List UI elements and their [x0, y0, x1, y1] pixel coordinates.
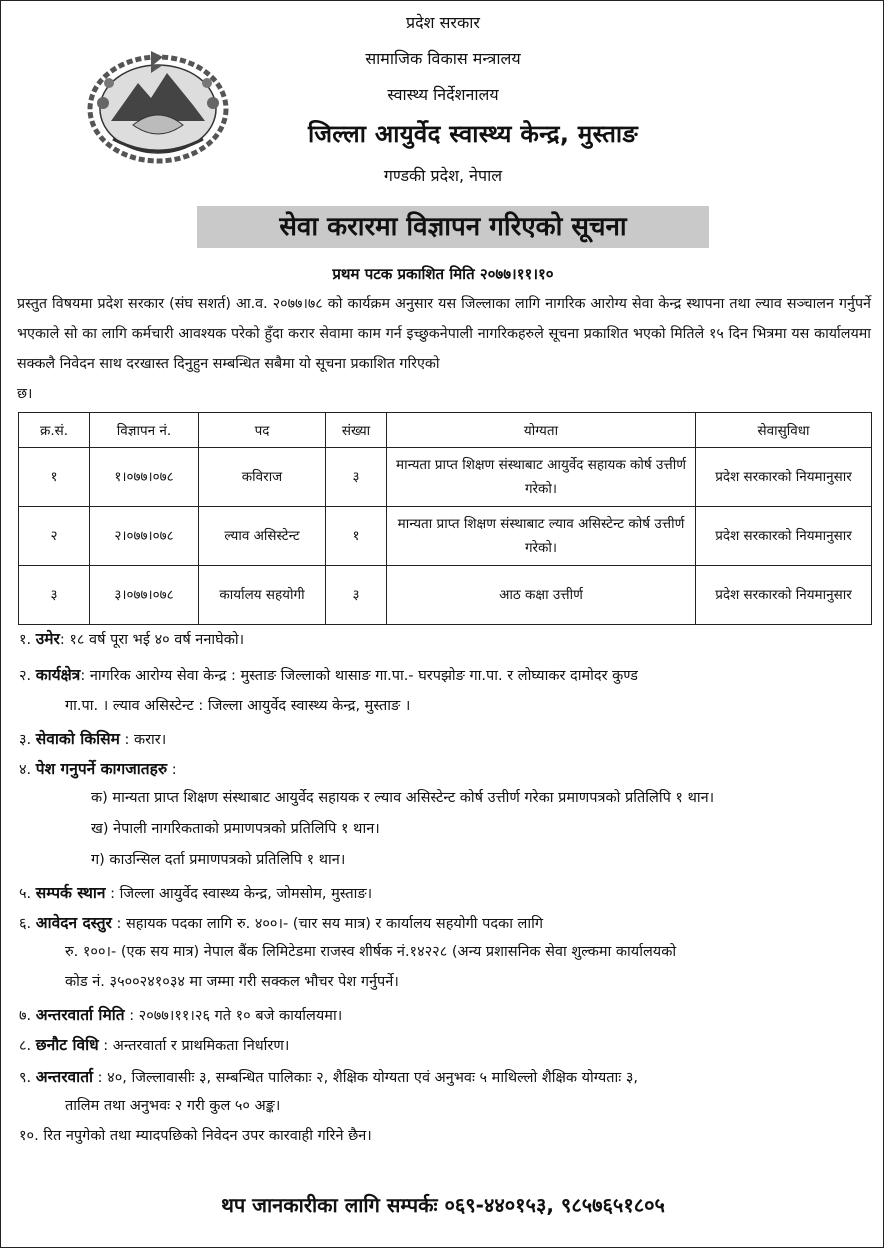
vacancy-table [18, 412, 872, 625]
header-directorate: स्वास्थ्य निर्देशनालय [387, 85, 499, 104]
item-label: छनौट विधि [35, 1036, 99, 1054]
header-office: जिल्ला आयुर्वेद स्वास्थ्य केन्द्र, मुस्ताङ [307, 120, 638, 148]
item-label: उमेर [35, 630, 60, 648]
cell-count: १ [326, 507, 387, 566]
item-label: सम्पर्क स्थान [35, 884, 106, 902]
cell-qualification: मान्यता प्राप्त शिक्षण संस्थाबाट आयुर्वेद सहायक कोर्ष उत्तीर्ण गरेको। [387, 448, 696, 507]
item-label: आवेदन दस्तुर [35, 914, 112, 932]
intro-body: प्रस्तुत विषयमा प्रदेश सरकार (संघ सशर्त) आ.व. २०७७।७८ को कार्यक्रम अनुसार यस जिल्लाका लागि नागरिक आरोग्य सेवा केन्द्र स्थापना तथा ल्याव सञ्चालन गर्नुपर्ने भएकाले सो का लागि कर्मचारी आवश्यक परेको हुँदा करार सेवामा काम गर्न इच्छुकनेपाली नागरिकहरुले सूचना प्रकाशित भएको मितिले १५ दिन भित्रमा यस कार्यालयमा सक्कलै निवेदन साथ दरखास्त दिनुहुन सम्बन्धित सबैमा यो सूचना प्रकाशित गरिएको [17, 296, 871, 372]
cell-sn: १ [19, 448, 90, 507]
cell-post: ल्याव असिस्टेन्ट [199, 507, 326, 566]
cell-count: ३ [326, 566, 387, 625]
publish-date: प्रथम पटक प्रकाशित मिति २०७७।११।१० [332, 265, 554, 283]
notice-title: सेवा करारमा विज्ञापन गरिएको सूचना [197, 206, 709, 248]
cell-facility: प्रदेश सरकारको नियमानुसार [696, 448, 872, 507]
document-item: ग) काउन्सिल दर्ता प्रमाणपत्रको प्रतिलिपि १ थान। [91, 852, 346, 868]
item-rejection-note: १०. रित नपुगेको तथा म्यादपछिको निवेदन उपर कारवाही गरिने छैन। [19, 1128, 372, 1144]
cell-post: कविराज [199, 448, 326, 507]
item-selection-method: ८. छनौट विधि : अन्तरवार्ता र प्राथमिकता निर्धारण। [19, 1036, 290, 1054]
cell-facility: प्रदेश सरकारको नियमानुसार [696, 507, 872, 566]
item-workplace: २. कार्यक्षेत्र: नागरिक आरोग्य सेवा केन्द्र : मुस्ताङ जिल्लाको थासाङ गा.पा.- घरपझोङ गा.पा. र लोघ्याकर दामोदर कुण्ड [19, 666, 638, 684]
item-label: अन्तरवार्ता मिति [35, 1006, 125, 1024]
document-item: ख) नेपाली नागरिकताको प्रमाणपत्रको प्रतिलिपि १ थान। [91, 821, 380, 837]
footer-contact: थप जानकारीका लागि सम्पर्कः ०६९-४४०१५३, ९८५७६५१८०५ [221, 1193, 665, 1217]
cell-adno: ३।०७७।०७८ [90, 566, 199, 625]
table-row [19, 507, 872, 566]
cell-qualification: आठ कक्षा उत्तीर्ण [387, 566, 696, 625]
item-service-type: ३. सेवाको किसिम : करार। [19, 730, 167, 748]
intro-paragraph [17, 289, 871, 409]
item-documents: ४. पेश गनुपर्ने कागजातहरु : [19, 760, 177, 778]
cell-sn: २ [19, 507, 90, 566]
cell-adno: २।०७७।०७८ [90, 507, 199, 566]
item-label: अन्तरवार्ता [35, 1068, 94, 1086]
col-header-adno: विज्ञापन नं. [90, 413, 199, 448]
cell-sn: ३ [19, 566, 90, 625]
col-header-qualification: योग्यता [387, 413, 696, 448]
cell-adno: १।०७७।०७८ [90, 448, 199, 507]
col-header-post: पद [199, 413, 326, 448]
item-application-fee-cont: कोड नं. ३५००२४१०३४ मा जम्मा गरी सक्कल भौचर पेश गर्नुपर्ने। [65, 974, 399, 990]
col-header-facility: सेवासुविधा [696, 413, 872, 448]
item-workplace-cont: गा.पा. । ल्याव असिस्टेन्ट : जिल्ला आयुर्वेद स्वास्थ्य केन्द्र, मुस्ताङ । [65, 698, 411, 714]
item-interview-marks-cont: तालिम तथा अनुभवः २ गरी कुल ५० अङ्क। [65, 1098, 281, 1114]
item-label: कार्यक्षेत्र [35, 666, 81, 684]
col-header-sn: क्र.सं. [19, 413, 90, 448]
cell-count: ३ [326, 448, 387, 507]
col-header-count: संख्या [326, 413, 387, 448]
item-application-fee: ६. आवेदन दस्तुर : सहायक पदका लागि रु. ४००।- (चार सय मात्र) र कार्यालय सहयोगी पदका लागि [19, 914, 544, 932]
item-interview-date: ७. अन्तरवार्ता मिति : २०७७।११।२६ गते १० बजे कार्यालयमा। [19, 1006, 343, 1024]
item-label: सेवाको किसिम [35, 730, 120, 748]
item-interview-marks: ९. अन्तरवार्ता : ४०, जिल्लावासीः ३, सम्बन्धित पालिकाः २, शैक्षिक योग्यता एवं अनुभवः ५ माथिल्लो शैक्षिक योग्यताः ३, [19, 1068, 638, 1086]
item-label: पेश गनुपर्ने कागजातहरु [35, 760, 168, 778]
header-ministry: सामाजिक विकास मन्त्रालय [365, 49, 521, 68]
intro-end: छ। [17, 386, 33, 402]
document-item: क) मान्यता प्राप्त शिक्षण संस्थाबाट आयुर्वेद सहायक र ल्याव असिस्टेन्ट कोर्ष उत्तीर्ण गरेका प्रमाणपत्रको प्रतिलिपि १ थान। [91, 790, 715, 806]
table-row [19, 448, 872, 507]
cell-qualification: मान्यता प्राप्त शिक्षण संस्थाबाट ल्याव असिस्टेन्ट कोर्ष उत्तीर्ण गरेको। [387, 507, 696, 566]
item-age: १. उमेर: १८ वर्ष पूरा भई ४० वर्ष ननाघेको। [19, 630, 245, 648]
cell-post: कार्यालय सहयोगी [199, 566, 326, 625]
header-province: गण्डकी प्रदेश, नेपाल [383, 166, 503, 185]
item-contact-place: ५. सम्पर्क स्थान : जिल्ला आयुर्वेद स्वास्थ्य केन्द्र, जोमसोम, मुस्ताङ। [19, 884, 373, 902]
table-row [19, 566, 872, 625]
header-government: प्रदेश सरकार [406, 13, 480, 32]
cell-facility: प्रदेश सरकारको नियमानुसार [696, 566, 872, 625]
item-application-fee-cont: रु. १००।- (एक सय मात्र) नेपाल बैंक लिमिटेडमा राजस्व शीर्षक नं.१४२२८ (अन्य प्रशासनिक सेवा शुल्कमा कार्यालयको [65, 944, 677, 960]
table-header-row [19, 413, 872, 448]
